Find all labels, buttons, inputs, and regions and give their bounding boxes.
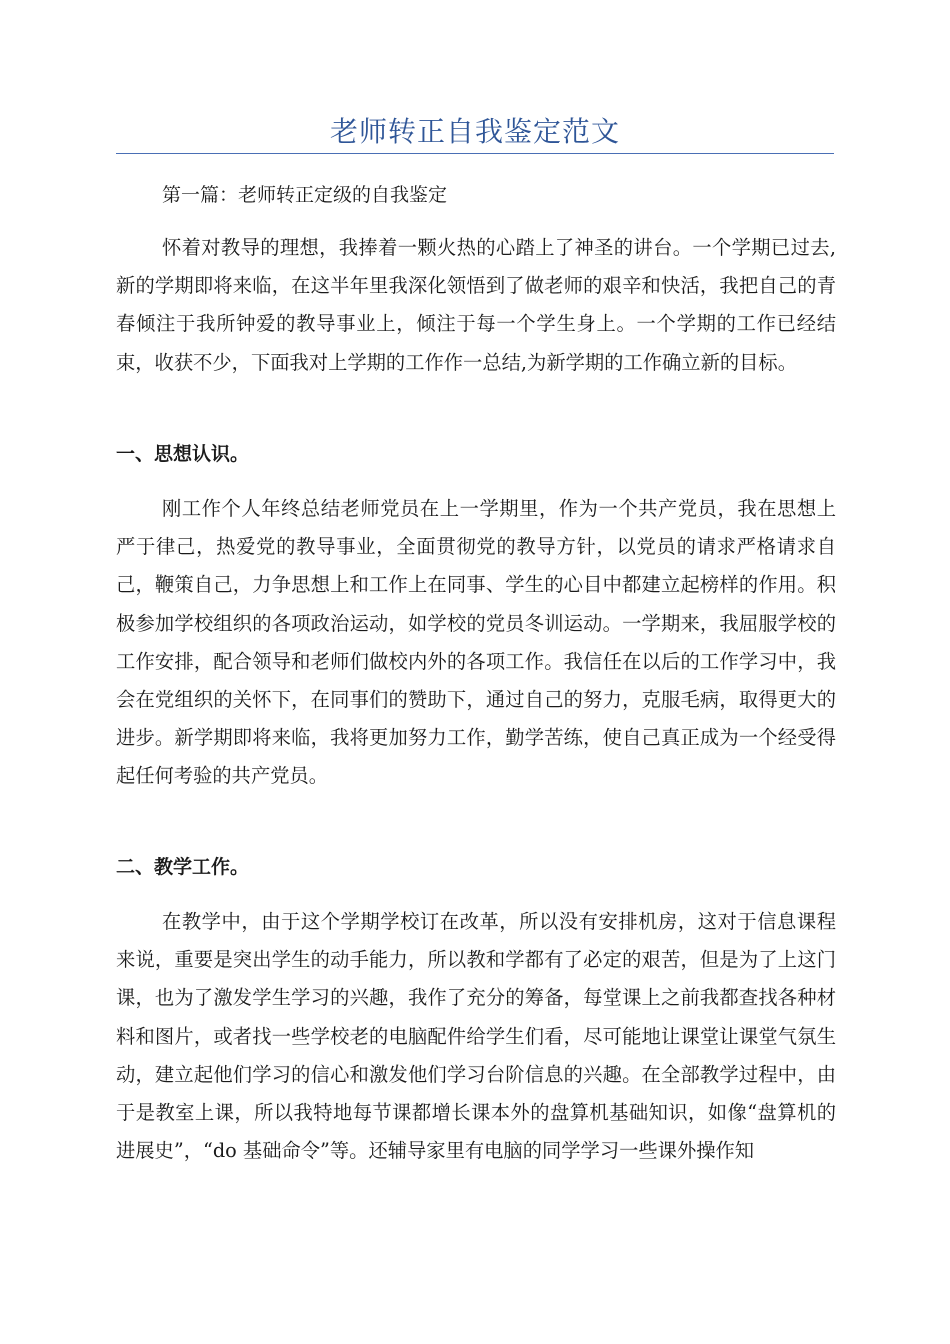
section-heading-teaching: 二、教学工作。 bbox=[116, 856, 250, 878]
title-underline bbox=[116, 153, 834, 154]
section-subtitle: 第一篇：老师转正定级的自我鉴定 bbox=[162, 184, 448, 206]
section-heading-thoughts: 一、思想认识。 bbox=[116, 443, 250, 465]
intro-paragraph: 怀着对教导的理想，我捧着一颗火热的心踏上了神圣的讲台。一个学期已过去,新的学期即将来临，在这半年里我深化领悟到了做老师的艰辛和快活，我把自己的青春倾注于我所钟爱的教导事业上，倾注于每一个学生身上。一个学期的工作已经结束，收获不少，下面我对上学期的工作作一总结,为新学期的工作确立新的目标。 bbox=[116, 236, 836, 374]
thoughts-paragraph: 刚工作个人年终总结老师党员在上一学期里，作为一个共产党员，我在思想上严于律己，热爱党的教导事业，全面贯彻党的教导方针，以党员的请求严格请求自己，鞭策自己，力争思想上和工作上在同事、学生的心目中都建立起榜样的作用。积极参加学校组织的各项政治运动，如学校的党员冬训运动。一学期来，我屈服学校的工作安排，配合领导和老师们做校内外的各项工作。我信任在以后的工作学习中，我会在党组织的关怀下，在同事们的赞助下，通过自己的努力，克服毛病，取得更大的进步。新学期即将来临，我将更加努力工作，勤学苦练，使自己真正成为一个经受得起任何考验的共产党员。 bbox=[116, 497, 836, 788]
teaching-paragraph: 在教学中，由于这个学期学校订在改革，所以没有安排机房，这对于信息课程来说，重要是突出学生的动手能力，所以教和学都有了必定的艰苦，但是为了上这门课，也为了激发学生学习的兴趣，我作了充分的筹备，每堂课上之前我都查找各种材料和图片，或者找一些学校老的电脑配件给学生们看，尽可能地让课堂让课堂气氛生动，建立起他们学习的信心和激发他们学习台阶信息的兴趣。在全部教学过程中，由于是教室上课，所以我特地每节课都增长课本外的盘算机基础知识，如像“盘算机的进展史”，“do 基础命令”等。还辅导家里有电脑的同学学习一些课外操作知 bbox=[116, 910, 836, 1163]
document-title: 老师转正自我鉴定范文 bbox=[329, 115, 620, 148]
